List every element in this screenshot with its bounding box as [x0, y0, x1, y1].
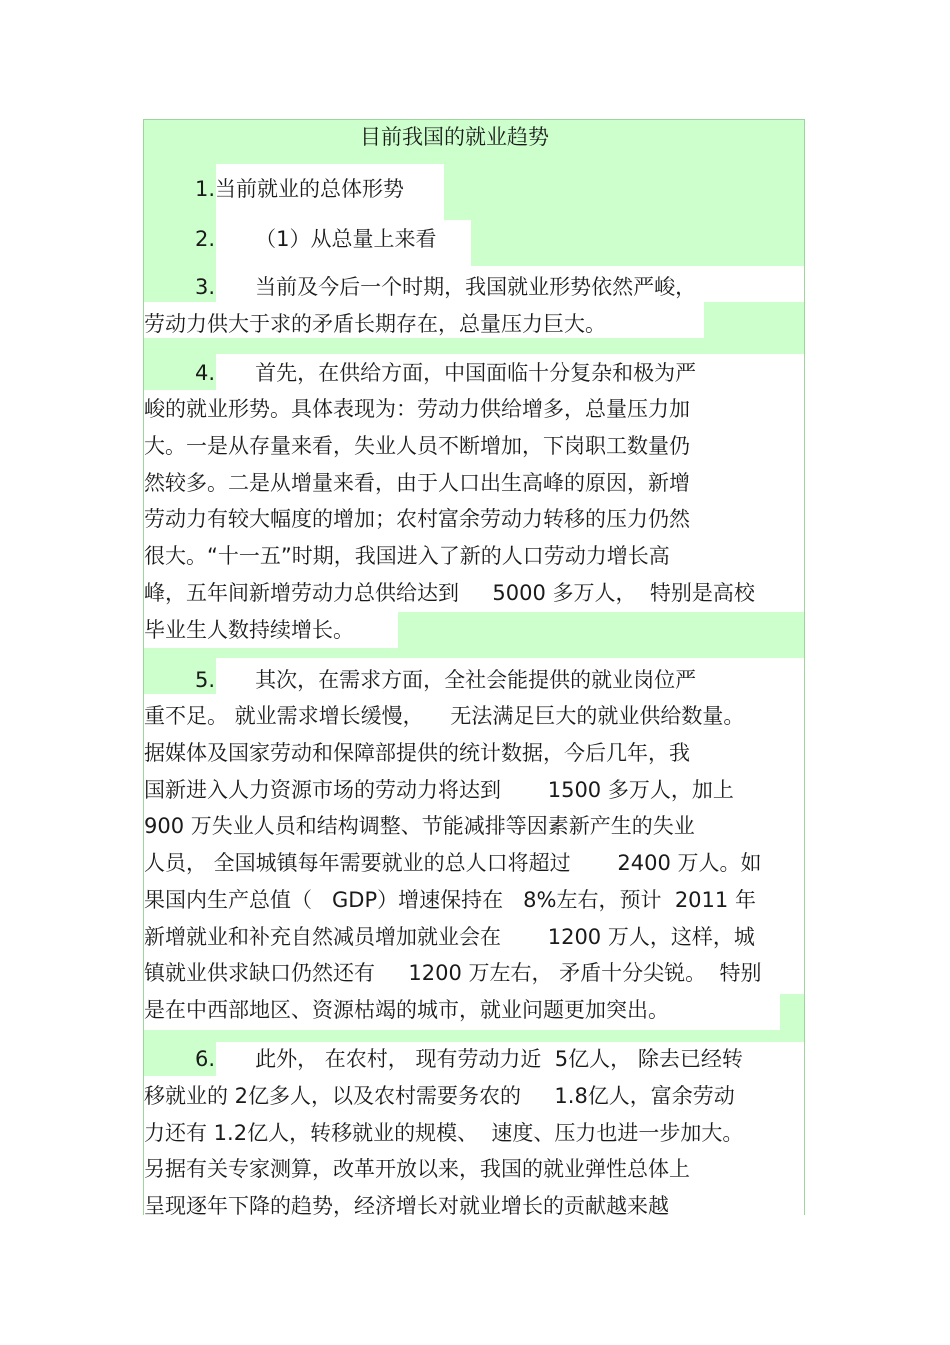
highlight-band: [144, 338, 804, 354]
highlight-band: [144, 648, 804, 658]
paragraph-3-line: 3. 当前及今后一个时期，我国就业形势依然严峻，: [195, 275, 697, 299]
paragraph-5-line: 重不足。 就业需求增长缓慢， 无法满足巨大的就业供给数量。: [144, 704, 745, 728]
paragraph-5-line: 人员， 全国城镇每年需要就业的总人口将超过 2400 万人。如: [144, 851, 762, 875]
highlight-band: [144, 1030, 804, 1042]
paragraph-4-line: 峻的就业形势。具体表现为：劳动力供给增多，总量压力加: [144, 397, 690, 421]
paragraph-5-line: 是在中西部地区、资源枯竭的城市，就业问题更加突出。: [144, 998, 669, 1022]
paragraph-6-line: 呈现逐年下降的趋势，经济增长对就业增长的贡献越来越: [144, 1194, 669, 1218]
paragraph-4-line: 毕业生人数持续增长。: [144, 618, 354, 642]
paragraph-5-line: 果国内生产总值（ GDP）增速保持在 8%左右，预计 2011 年: [144, 888, 756, 912]
paragraph-6-line: 另据有关专家测算，改革开放以来，我国的就业弹性总体上: [144, 1157, 690, 1181]
paragraph-5-line: 5. 其次，在需求方面，全社会能提供的就业岗位严: [195, 668, 697, 692]
heading-2: 2. （1）从总量上来看: [195, 227, 437, 251]
paragraph-4-line: 然较多。二是从增量来看，由于人口出生高峰的原因，新增: [144, 471, 690, 495]
paragraph-5-line: 900 万失业人员和结构调整、节能减排等因素新产生的失业: [144, 814, 695, 838]
paragraph-4-line: 峰，五年间新增劳动力总供给达到 5000 多万人， 特别是高校: [144, 581, 755, 605]
paragraph-5-line: 据媒体及国家劳动和保障部提供的统计数据，今后几年，我: [144, 741, 690, 765]
paragraph-5-line: 国新进入人力资源市场的劳动力将达到 1500 多万人，加上: [144, 778, 734, 802]
highlight-band: [471, 220, 804, 266]
paragraph-6-line: 6. 此外， 在农村， 现有劳动力近 5亿人， 除去已经转: [195, 1047, 743, 1071]
paragraph-5-line: 镇就业供求缺口仍然还有 1200 万左右， 矛盾十分尖锐。 特别: [144, 961, 762, 985]
highlight-band: [398, 612, 804, 648]
paragraph-4-line: 劳动力有较大幅度的增加；农村富余劳动力转移的压力仍然: [144, 507, 690, 531]
highlight-band: [444, 164, 804, 220]
paragraph-5-line: 新增就业和补充自然减员增加就业会在 1200 万人，这样，城: [144, 925, 755, 949]
highlight-band: [704, 302, 804, 338]
paragraph-4-line: 很大。“十一五”时期，我国进入了新的人口劳动力增长高: [144, 544, 670, 568]
document-title: 目前我国的就业趋势: [360, 125, 549, 149]
heading-1: 1.当前就业的总体形势: [195, 177, 405, 201]
paragraph-6-line: 力还有 1.2亿人，转移就业的规模、 速度、压力也进一步加大。: [144, 1121, 744, 1145]
paragraph-3-line: 劳动力供大于求的矛盾长期存在，总量压力巨大。: [144, 312, 606, 336]
paragraph-6-line: 移就业的 2亿多人，以及农村需要务农的 1.8亿人，富余劳动: [144, 1084, 735, 1108]
highlight-band: [780, 994, 804, 1030]
paragraph-4-line: 大。一是从存量来看，失业人员不断增加，下岗职工数量仍: [144, 434, 690, 458]
paragraph-4-line: 4. 首先，在供给方面，中国面临十分复杂和极为严: [195, 361, 697, 385]
